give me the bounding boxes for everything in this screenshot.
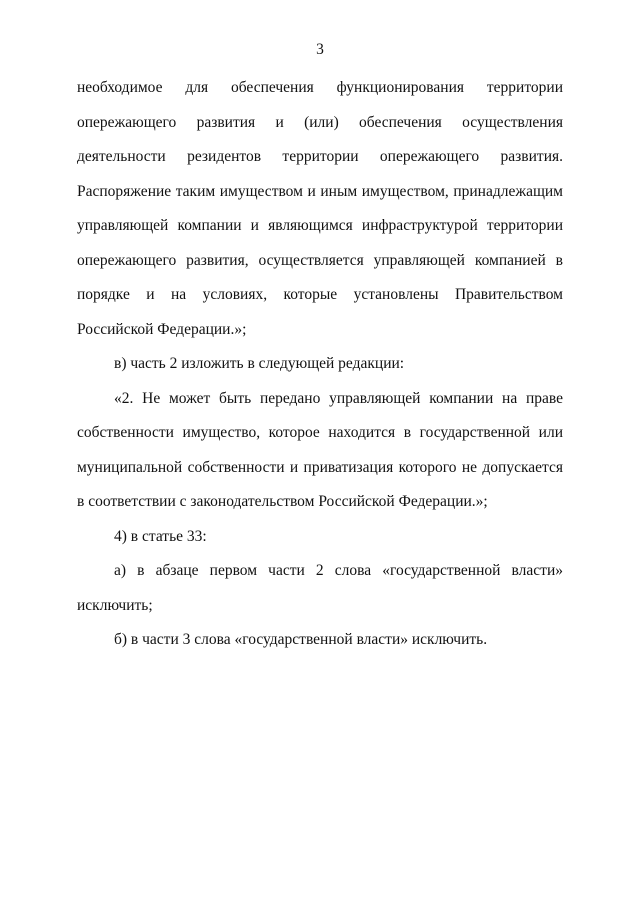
paragraph-continuation: необходимое для обеспечения функционирования территории опережающего развития и (или) обеспечения осуществления деятельности резидентов территории опережающего развития. Распоряжение таким имуществом и иным имуществом, принадлежащим управляющей компании и являющимся инфраструктурой территории опережающего развития, осуществляется управляющей компанией в порядке и на условиях, которые установлены Правительством Российской Федерации.»; bbox=[77, 79, 563, 338]
paragraph-article-33: 4) в статье 33: bbox=[114, 527, 207, 545]
document-body bbox=[77, 71, 563, 658]
page-number: 3 bbox=[316, 41, 324, 58]
paragraph-amendment-a: а) в абзаце первом части 2 слова «государственной власти» исключить; bbox=[77, 562, 563, 614]
paragraph-amendment-b: б) в части 3 слова «государственной власти» исключить. bbox=[114, 631, 488, 648]
paragraph-part-2-text: «2. Не может быть передано управляющей компании на праве собственности имущество, которое находится в государственной или муниципальной собственности и приватизация которого не допускается в соответствии с законодательством Российской Федерации.»; bbox=[77, 389, 563, 510]
paragraph-amendment-v: в) часть 2 изложить в следующей редакции: bbox=[114, 355, 405, 372]
